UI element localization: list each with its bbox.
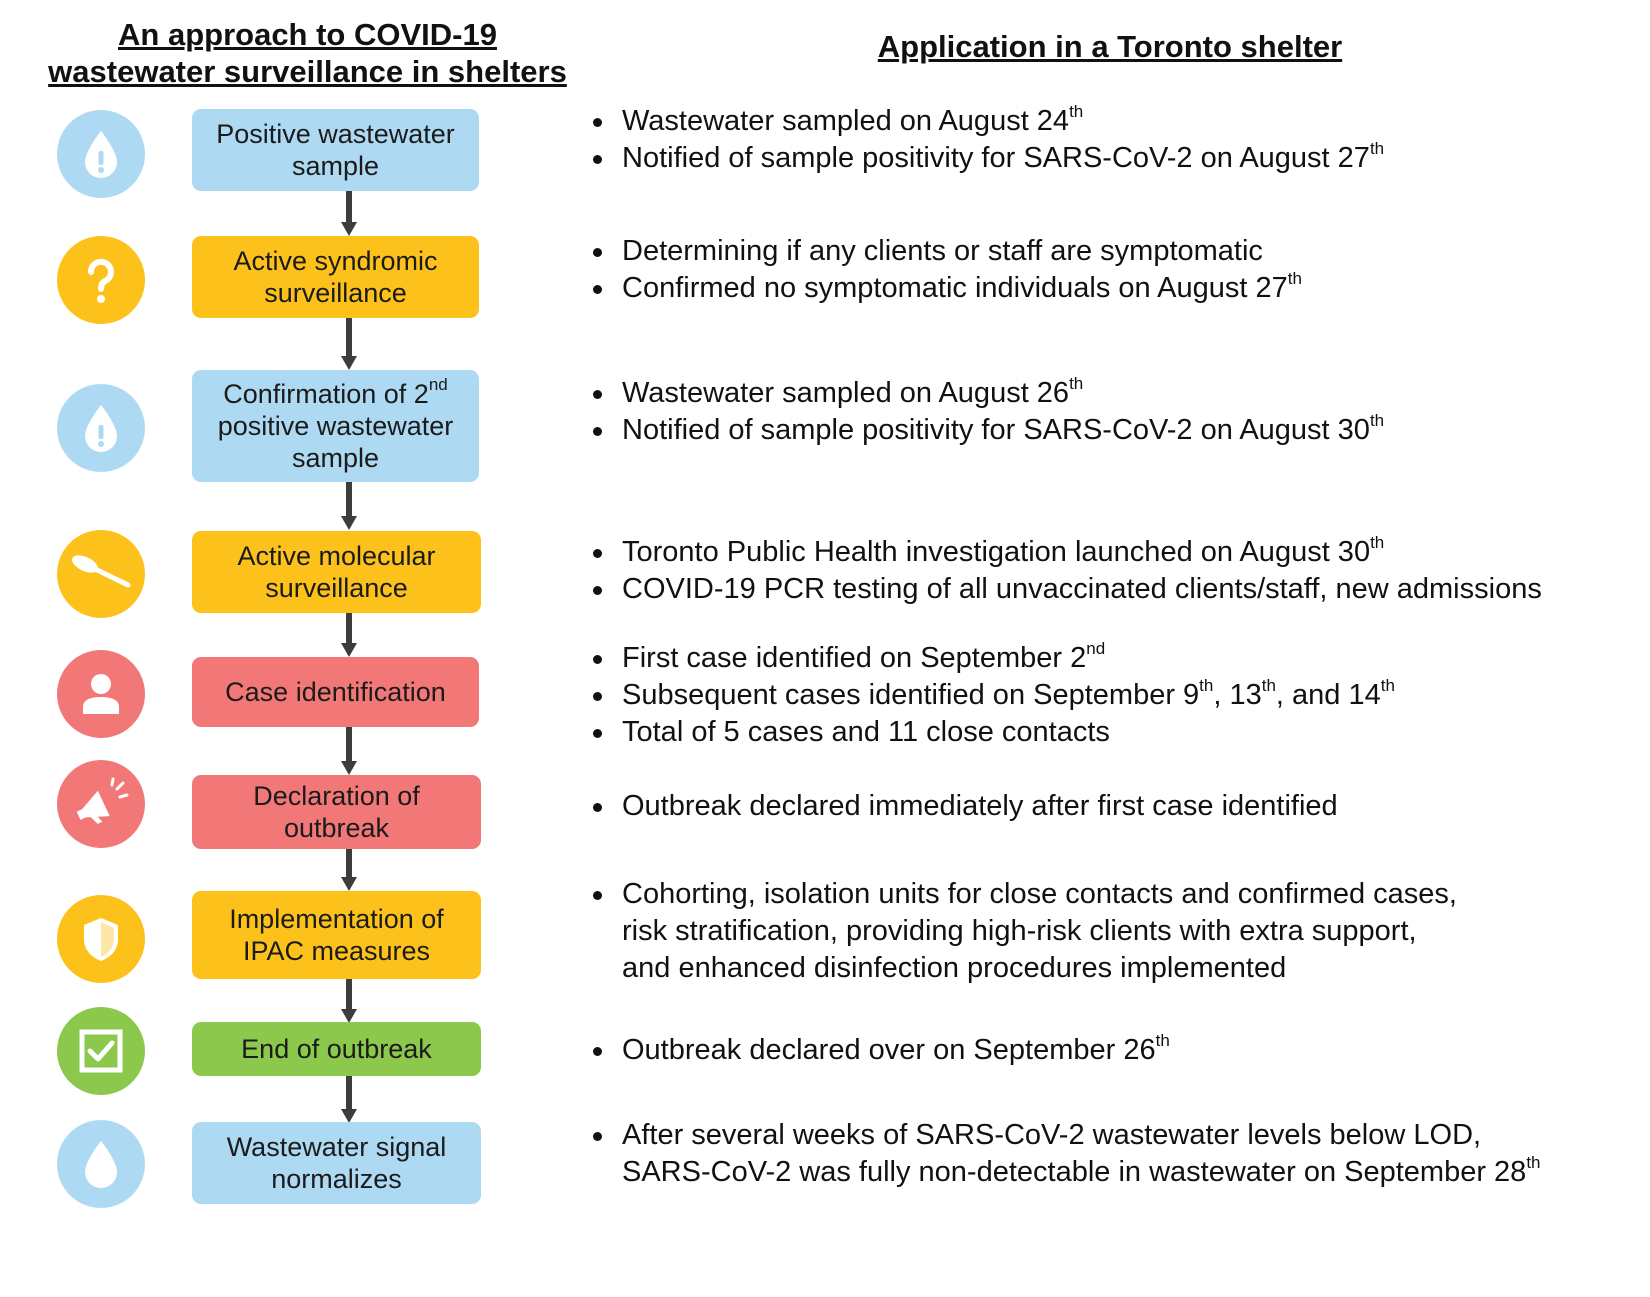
- step-4-details: [590, 534, 1542, 608]
- detail-bullet: Wastewater sampled on August 24th: [590, 103, 1384, 140]
- right-header-title: Application in a Toronto shelter: [877, 29, 1343, 64]
- flow-arrow-2: [341, 318, 357, 370]
- step-9-label-line-1: Wastewater signal: [226, 1132, 447, 1162]
- detail-bullet: Determining if any clients or staff are symptomatic: [590, 233, 1302, 270]
- detail-bullet: Subsequent cases identified on September 9th, 13th, and 14th: [590, 677, 1395, 714]
- flow-arrow-4: [341, 613, 357, 657]
- step-5-box: [192, 657, 479, 727]
- step-8-box: [192, 1022, 481, 1076]
- megaphone-icon: [71, 777, 131, 831]
- step-3-label-line-2: positive wastewater: [217, 411, 454, 441]
- step-2-label-line-1: Active syndromic: [233, 246, 438, 276]
- step-7-box: [192, 891, 481, 979]
- step-7-details: [590, 876, 1457, 987]
- step-6-label-line-1: Declaration of: [253, 781, 420, 811]
- water-drop-alert-icon: [74, 127, 128, 181]
- water-drop-icon: [74, 1137, 128, 1191]
- left-header-line-2: wastewater surveillance in shelters: [48, 54, 567, 89]
- step-8-icon-circle: [57, 1007, 145, 1095]
- step-8-details: [590, 1032, 1170, 1069]
- question-mark-icon: [74, 253, 128, 307]
- step-2-box: [192, 236, 479, 318]
- step-7-icon-circle: [57, 895, 145, 983]
- detail-bullet: First case identified on September 2nd: [590, 640, 1395, 677]
- step-1-label-line-1: Positive wastewater: [216, 119, 455, 149]
- left-header-line-1: An approach to COVID-19: [118, 17, 497, 52]
- step-9-box: [192, 1122, 481, 1204]
- step-5-label-line-1: Case identification: [225, 677, 446, 707]
- detail-bullet: Confirmed no symptomatic individuals on August 27th: [590, 270, 1302, 307]
- step-1-details: [590, 103, 1384, 177]
- shield-icon: [74, 912, 128, 966]
- flow-arrow-1: [341, 191, 357, 236]
- detail-bullet: Outbreak declared immediately after first case identified: [590, 788, 1338, 825]
- step-6-details: [590, 788, 1338, 825]
- step-3-label-line-1: Confirmation of 2nd: [223, 375, 448, 409]
- step-5-details: [590, 640, 1395, 751]
- detail-bullet: Notified of sample positivity for SARS-CoV-2 on August 27th: [590, 140, 1384, 177]
- step-9-label-line-2: normalizes: [271, 1164, 402, 1194]
- left-column-header: [20, 16, 595, 90]
- detail-bullet: Cohorting, isolation units for close contacts and confirmed cases, risk stratification, providing high-risk clients with extra support, and enhanced disinfection procedures implemented: [590, 876, 1457, 987]
- step-8-label-line-1: End of outbreak: [241, 1034, 432, 1064]
- step-3-label-line-3: sample: [291, 443, 380, 473]
- step-2-details: [590, 233, 1302, 307]
- step-9-icon-circle: [57, 1120, 145, 1208]
- step-6-label-line-2: outbreak: [283, 813, 390, 843]
- flow-arrow-8: [341, 1076, 357, 1123]
- step-6-icon-circle: [57, 760, 145, 848]
- checkbox-icon: [74, 1024, 128, 1078]
- step-1-label-line-2: sample: [291, 151, 380, 181]
- step-2-label-line-2: surveillance: [264, 278, 407, 308]
- flow-arrow-5: [341, 727, 357, 775]
- step-4-icon-circle: [57, 530, 145, 618]
- step-3-icon-circle: [57, 384, 145, 472]
- step-3-box: [192, 370, 479, 482]
- detail-bullet: After several weeks of SARS-CoV-2 wastewater levels below LOD, SARS-CoV-2 was fully non-detectable in wastewater on September 28th: [590, 1117, 1541, 1191]
- step-1-icon-circle: [57, 110, 145, 198]
- step-2-icon-circle: [57, 236, 145, 324]
- flow-arrow-7: [341, 979, 357, 1023]
- step-4-label-line-2: surveillance: [265, 573, 408, 603]
- step-1-box: [192, 109, 479, 191]
- step-4-label-line-1: Active molecular: [237, 541, 436, 571]
- water-drop-alert-icon: [74, 401, 128, 455]
- step-5-icon-circle: [57, 650, 145, 738]
- flow-arrow-3: [341, 482, 357, 530]
- swab-icon: [66, 547, 136, 601]
- step-7-label-line-1: Implementation of: [229, 904, 444, 934]
- detail-bullet: Toronto Public Health investigation launched on August 30th: [590, 534, 1542, 571]
- step-9-details: [590, 1117, 1541, 1191]
- step-3-details: [590, 375, 1384, 449]
- detail-bullet: COVID-19 PCR testing of all unvaccinated clients/staff, new admissions: [590, 571, 1542, 608]
- person-icon: [74, 667, 128, 721]
- detail-bullet: Wastewater sampled on August 26th: [590, 375, 1384, 412]
- detail-bullet: Outbreak declared over on September 26th: [590, 1032, 1170, 1069]
- step-6-box: [192, 775, 481, 849]
- right-column-header: [830, 28, 1390, 65]
- detail-bullet: Total of 5 cases and 11 close contacts: [590, 714, 1395, 751]
- step-7-label-line-2: IPAC measures: [242, 936, 431, 966]
- flow-arrow-6: [341, 849, 357, 891]
- step-4-box: [192, 531, 481, 613]
- detail-bullet: Notified of sample positivity for SARS-CoV-2 on August 30th: [590, 412, 1384, 449]
